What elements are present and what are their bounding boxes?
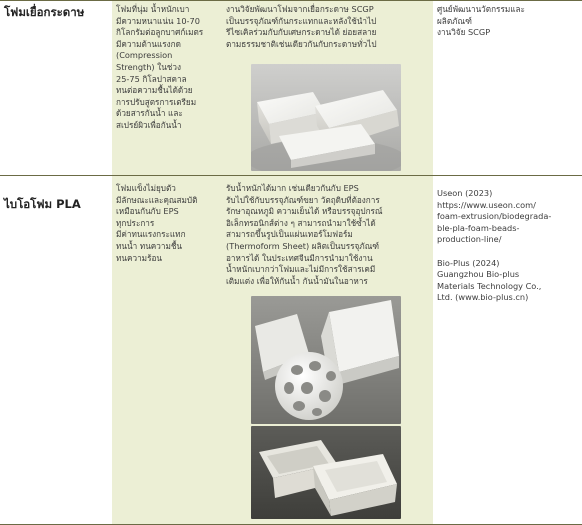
paper-foam-photo	[251, 64, 401, 171]
applications-text: งานวิจัยพัฒนาโฟมจากเยื่อกระดาษ SCGP เป็นบรรจุภัณฑ์กันกระแทกและหลังใช้นำไป รีไซเคิลร่วมกับกับเศษกระดาษได้ ย่อยสลาย ตามธรรมชาติเช่นเดียวกันกับกระดาษทั่วไป	[226, 4, 377, 49]
pla-foam-illustration	[251, 296, 401, 424]
applications-text: รับน้ำหนักได้มาก เช่นเดียวกันกับ EPS รับไปใช้กับบรรจุภัณฑ์ขยา วัตถุดิบที่ต้องการ รักษาอุณหภูมิ ความเย็นได้ หรือบรรจุอุปกรณ์ อิเล็กทรอนิกส์ต่าง ๆ สามารถนำมาใช้ซ้ำได้ สามารถขึ้นรูปเป็นแผ่นเทอร์โมฟอร์ม (Thermoform Sheet) ผลิตเป็นบรรจุภัณฑ์ อาหารได้ ในประเทศจีนมีการนำมาใช้งาน น้ำหนักเบากว่าโฟมและไม่มีการใช้สารเคมี เติมแต่ง เพื่อให้กันน้ำ กันน้ำมันในอาหาร	[226, 183, 383, 286]
properties-cell	[112, 1, 222, 175]
pla-foam-pieces-photo	[251, 296, 401, 424]
sources-text: Useon (2023) https://www.useon.com/ foam-extrusion/biodegrada- ble-pla-foam-beads- production-line/ Bio-Plus (2024) Guangzhou Bio-plus Materials Technology Co., Ltd. (www.bio-plus.cn)	[437, 188, 552, 303]
sources-cell	[433, 176, 582, 524]
sources-text: ศูนย์พัฒนานวัตกรรมและ ผลิตภัณฑ์ งานวิจัย SCGP	[437, 4, 525, 38]
table-row	[0, 176, 582, 524]
paper-foam-illustration	[251, 64, 401, 171]
material-name-cell	[0, 176, 112, 524]
properties-text: โฟมแข็งไม่ยุบตัว มีลักษณะและคุณสมบัติ เหมือนกันกับ EPS ทุกประการ มีค่าทนแรงกระแทก ทนน้ำ ทนความชื้น ทนความร้อน	[116, 183, 198, 263]
material-name-cell	[0, 1, 112, 175]
food-container-illustration	[251, 426, 401, 519]
sources-cell	[433, 1, 582, 175]
table-row	[0, 1, 582, 175]
properties-cell	[112, 176, 222, 524]
pla-food-container-photo	[251, 426, 401, 519]
material-name: โฟมเยื่อกระดาษ	[4, 5, 85, 19]
material-name: ไบโอโฟม PLA	[4, 197, 81, 211]
properties-text: โฟมที่นุ่ม น้ำหนักเบา มีความหนาแน่น 10-70 กิโลกรัมต่อลูกบาศก์เมตร มีความต้านแรงกด (Compression Strength) ในช่วง 25-75 กิโลปาสคาล ทนต่อความชื้นได้ด้วย การปรับสูตรการเตรียม ด้วยสารกันน้ำ และ สเปรย์ผิวเพื่อกันน้ำ	[116, 4, 204, 130]
